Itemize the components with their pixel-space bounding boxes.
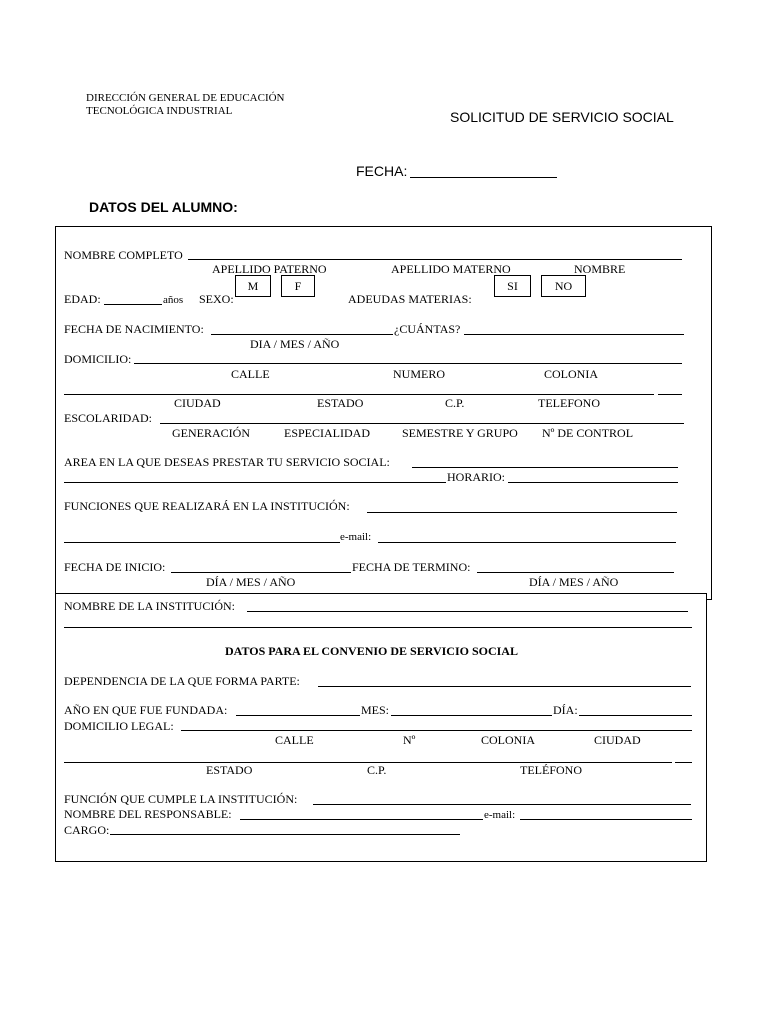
domicilio-line2-field[interactable] xyxy=(64,394,654,395)
horario-label: HORARIO: xyxy=(447,470,506,484)
inst-colonia-caption: COLONIA xyxy=(481,733,535,747)
sexo-label: SEXO: xyxy=(199,292,234,306)
student-section-heading: DATOS DEL ALUMNO: xyxy=(89,199,238,215)
student-data-box xyxy=(55,226,712,600)
fecha-inicio-format: DÍA / MES / AÑO xyxy=(206,575,296,589)
inst-no-caption: Nº xyxy=(403,733,416,747)
apellido-materno-caption: APELLIDO MATERNO xyxy=(391,262,511,276)
funciones-line2-field[interactable] xyxy=(64,542,340,543)
inst-email-field[interactable] xyxy=(520,819,692,820)
ano-fundada-label: AÑO EN QUE FUE FUNDADA: xyxy=(64,703,228,717)
domicilio-line2-extra xyxy=(658,394,682,395)
sexo-m-checkbox[interactable]: M xyxy=(235,275,271,297)
ciudad-caption: CIUDAD xyxy=(174,396,221,410)
form-title: SOLICITUD DE SERVICIO SOCIAL xyxy=(450,109,674,125)
nombre-institucion-field[interactable] xyxy=(247,611,688,612)
anos-label: años xyxy=(163,294,184,306)
cuantas-label: ¿CUÁNTAS? xyxy=(394,322,461,336)
funcion-label: FUNCIÓN QUE CUMPLE LA INSTITUCIÓN: xyxy=(64,792,298,806)
telefono-caption: TELEFONO xyxy=(538,396,600,410)
dependencia-field[interactable] xyxy=(318,686,691,687)
cp-caption: C.P. xyxy=(445,396,465,410)
cuantas-field[interactable] xyxy=(464,334,684,335)
mes-field[interactable] xyxy=(391,715,552,716)
inst-telefono-caption: TELÉFONO xyxy=(520,763,582,777)
fecha-nacimiento-field[interactable] xyxy=(211,334,393,335)
dia-field[interactable] xyxy=(579,715,692,716)
inst-ciudad-caption: CIUDAD xyxy=(594,733,641,747)
cargo-field[interactable] xyxy=(110,834,460,835)
colonia-caption: COLONIA xyxy=(544,367,598,381)
domicilio-legal-field[interactable] xyxy=(181,730,692,731)
ano-fundada-field[interactable] xyxy=(236,715,360,716)
nombre-completo-field[interactable] xyxy=(188,259,682,260)
adeudas-no-checkbox[interactable]: NO xyxy=(541,275,586,297)
nombre-institucion-line2-field[interactable] xyxy=(64,627,692,628)
funciones-field[interactable] xyxy=(367,512,677,513)
org-name-line1: DIRECCIÓN GENERAL DE EDUCACIÓN xyxy=(86,92,285,104)
apellido-paterno-caption: APELLIDO PATERNO xyxy=(212,262,327,276)
funcion-field[interactable] xyxy=(313,804,691,805)
area-line2-field[interactable] xyxy=(64,482,446,483)
fecha-label: FECHA: xyxy=(356,163,408,179)
inst-email-label: e-mail: xyxy=(484,809,516,821)
dependencia-label: DEPENDENCIA DE LA QUE FORMA PARTE: xyxy=(64,674,300,688)
org-name-line2: TECNOLÓGICA INDUSTRIAL xyxy=(86,105,233,117)
fecha-nacimiento-format: DIA / MES / AÑO xyxy=(250,337,340,351)
area-field[interactable] xyxy=(412,467,678,468)
inst-cp-caption: C.P. xyxy=(367,763,387,777)
horario-field[interactable] xyxy=(508,482,678,483)
nombre-institucion-label: NOMBRE DE LA INSTITUCIÓN: xyxy=(64,599,235,613)
fecha-inicio-field[interactable] xyxy=(171,572,351,573)
edad-field[interactable] xyxy=(104,304,162,305)
fecha-nacimiento-label: FECHA DE NACIMIENTO: xyxy=(64,322,204,336)
especialidad-caption: ESPECIALIDAD xyxy=(284,426,370,440)
sexo-f-checkbox[interactable]: F xyxy=(281,275,315,297)
fecha-termino-format: DÍA / MES / AÑO xyxy=(529,575,619,589)
cargo-label: CARGO: xyxy=(64,823,110,837)
student-email-field[interactable] xyxy=(378,542,676,543)
funciones-label: FUNCIONES QUE REALIZARÁ EN LA INSTITUCIÓN: xyxy=(64,499,350,513)
adeudas-si-checkbox[interactable]: SI xyxy=(494,275,531,297)
domicilio-legal-line2-extra xyxy=(675,762,692,763)
no-control-caption: Nº DE CONTROL xyxy=(542,426,634,440)
nombre-caption: NOMBRE xyxy=(574,262,626,276)
numero-caption: NUMERO xyxy=(393,367,446,381)
adeudas-materias-label: ADEUDAS MATERIAS: xyxy=(348,292,472,306)
fecha-inicio-label: FECHA DE INICIO: xyxy=(64,560,166,574)
edad-label: EDAD: xyxy=(64,292,101,306)
escolaridad-label: ESCOLARIDAD: xyxy=(64,411,153,425)
inst-calle-caption: CALLE xyxy=(275,733,314,747)
mes-label: MES: xyxy=(361,703,390,717)
domicilio-legal-label: DOMICILIO LEGAL: xyxy=(64,719,174,733)
area-label: AREA EN LA QUE DESEAS PRESTAR TU SERVICIO SOCIAL: xyxy=(64,455,390,469)
domicilio-label: DOMICILIO: xyxy=(64,352,132,366)
fecha-termino-label: FECHA DE TERMINO: xyxy=(352,560,471,574)
semestre-grupo-caption: SEMESTRE Y GRUPO xyxy=(402,426,518,440)
student-email-label: e-mail: xyxy=(340,531,372,543)
dia-label: DÍA: xyxy=(553,703,578,717)
domicilio-field[interactable] xyxy=(134,363,682,364)
estado-caption: ESTADO xyxy=(317,396,364,410)
escolaridad-field[interactable] xyxy=(160,423,684,424)
convenio-heading: DATOS PARA EL CONVENIO DE SERVICIO SOCIAL xyxy=(225,644,518,658)
fecha-field[interactable] xyxy=(410,177,557,178)
fecha-termino-field[interactable] xyxy=(477,572,674,573)
responsable-field[interactable] xyxy=(240,819,483,820)
calle-caption: CALLE xyxy=(231,367,270,381)
inst-estado-caption: ESTADO xyxy=(206,763,253,777)
generacion-caption: GENERACIÓN xyxy=(172,426,250,440)
nombre-completo-label: NOMBRE COMPLETO xyxy=(64,248,183,262)
responsable-label: NOMBRE DEL RESPONSABLE: xyxy=(64,807,232,821)
